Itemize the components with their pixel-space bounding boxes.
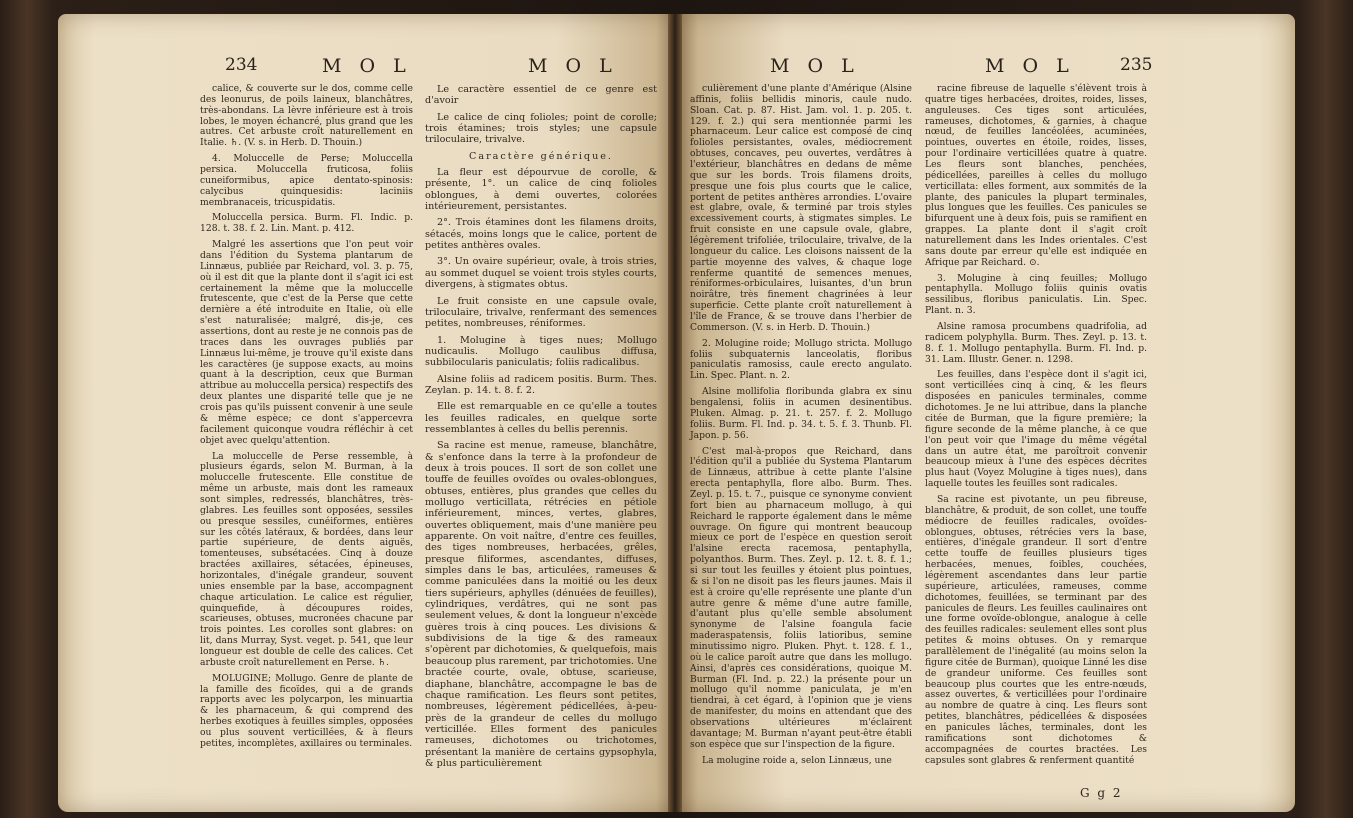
book-gutter [668,14,682,812]
left-running-head-2: M O L [528,55,618,77]
right-running-head-2: M O L [985,55,1075,77]
paragraph: Le calice de cinq folioles; point de corolle; trois étamines; trois styles; une capsule triloculaire, trivalve. [425,111,657,146]
paragraph: racine fibreuse de laquelle s'élèvent trois à quatre tiges herbacées, droites, roides, lisses, anguleuses. Ces tiges sont articulées, rameuses, dichotomes, & garnies, à chaque nœud, de feuilles lancéolées, acuminées, pointues, ouvertes en étoile, roides, lisses, pour l'ordinaire verticillées quatre à quatre. Les fleurs sont blanches, penchées, pédicellées, pareilles à celles du mollugo verticillata: elles forment, aux sommités de la plante, des panicules la plupart terminales, plus longues que les feuilles. Ces panicules se bifurquent une à deux fois, puis se ramifient en grappes. La plante dont il s'agit croît naturellement dans les Indes orientales. C'est sans doute par erreur qu'elle est indiquée en Afrique par Reichard. ⊙. [925,83,1147,268]
paragraph: 4. Moluccelle de Perse; Moluccella persica. Moluccella fruticosa, foliis cuneiformibus, apice dentato-spinosis: calycibus quinquesidis: laciniis membranaceis, tricuspidatis. [200,153,413,208]
paragraph: Elle est remarquable en ce qu'elle a toutes les feuilles radicales, en quelque sorte ressemblantes à celles du bellis perennis. [425,401,657,435]
paragraph: 2. Molugine roide; Mollugo stricta. Mollugo foliis subquaternis lanceolatis, floribus paniculatis ramosiss, caule erecto angulato. Lin. Spec. Plant. n. 2. [690,337,912,382]
paragraph: Alsine foliis ad radicem positis. Burm. Thes. Zeylan. p. 14. t. 8. f. 2. [425,373,657,396]
paragraph: La molugine roide a, selon Linnæus, une [702,754,892,766]
paragraph: Sa racine est menue, rameuse, blanchâtre, & s'enfonce dans la terre à la profondeur de deux à trois pouces. Il sort de son collet une touffe de feuilles ovoïdes ou ovales-oblongues, obtuses, entières, plus grandes que celles du mollugo verticillata, rétrécies en pétiole inférieurement, minces, vertes, glabres, ouvertes obliquement, mais d'une manière peu apparente. On voit naître, d'entre ces feuilles, des tiges nombreuses, herbacées, grêles, presque filiformes, ascendantes, diffuses, simples dans le bas, articulées, rameuses & comme paniculées dans la moitié ou les deux tiers supérieurs, aphylles (dénuées de feuilles), cylindriques, verdâtres, qui ne sont pas seulement velues, & dont la longueur n'excède guères trois à cinq pouces. Les divisions & subdivisions de la tige & des rameaux s'opèrent par dichotomies, & quelquefois, mais beaucoup plus rarement, par trichotomies. Une bractée courte, ovale, obtuse, scarieuse, diaphane, blanchâtre, accompagne le bas de chaque ramification. Les fleurs sont petites, nombreuses, légèrement pédicellées, à-peu-près de la grandeur de celles du mollugo verticillée. Elles forment des panicules rameuses, dichotomes ou trichotomes, présentant la manière de certains gypsophyla, & plus particulièrement [425,440,657,769]
paragraph: La moluccelle de Perse ressemble, à plusieurs égards, selon M. Burman, à la moluccelle frutescente. Elle constitue de même un arbuste, mais dont les rameaux sont simples, redressés, blanchâtres, très-glabres. Les feuilles sont opposées, sessiles ou presque sessiles, cunéiformes, entières sur les côtés latéraux, & bordées, dans leur partie supérieure, de dents aiguës, tomenteuses, subsétacées. Cinq à douze bractées axillaires, sétacées, épineuses, horizontales, d'inégale grandeur, souvent unies ensemble par la base, accompagnent chaque articulation. Le calice est régulier, quinquefide, à découpures roides, scarieuses, obtuses, mucronées chacune par trois pointes. Les corolles sont glabres: on lit, dans Murray, Syst. veget. p. 541, que leur longueur est double de celle des calices. Cet arbuste croît naturellement en Perse. ♄. [200,450,413,668]
left-page-number: 234 [225,55,258,75]
paragraph: Alsine mollifolia floribunda glabra ex sinu bengalensi, foliis in acumen desinentibus. Pluken. Almag. p. 21. t. 257. f. 2. Mollugo foliis. Burm. Fl. Ind. p. 34. t. 5. f. 3. Thunb. Fl. Japon. p. 56. [690,386,912,441]
right-column-1 [690,84,912,771]
paragraph: culièrement d'une plante d'Amérique (Alsine affinis, foliis bellidis minoris, caule nudo. Sloan. Cat. p. 87. Hist. Jam. vol. 1. p. 205. t. 129. f. 2.) qui sera mentionnée parmi les pharnaceum. Leur calice est composé de cinq folioles persistantes, ovales, médiocrement obtuses, concaves, peu ouvertes, verdâtres à l'extérieur, blanchâtres en dedans de même que sur les bords. Trois filamens droits, presque une fois plus courts que le calice, portent de petites anthères arrondies. L'ovaire est glabre, ovale, & terminé par trois styles excessivement courts, à stigmates simples. Le fruit consiste en une capsule ovale, glabre, légèrement trifoliée, triloculaire, trivalve, de la longueur du calice. Les cloisons naissent de la partie moyenne des valves, & chaque loge renferme quantité de semences menues, réniformes-orbiculaires, luisantes, d'un brun noirâtre, très finement chagrinées à leur superficie. Cette plante croît naturellement à l'île de France, & se trouve dans l'herbier de Commerson. (V. s. in Herb. D. Thouin.) [690,83,912,333]
paragraph: Malgré les assertions que l'on peut voir dans l'édition du Systema plantarum de Linnæus, publiée par Reichard, vol. 3. p. 75, où il est dit que la plante dont il s'agit ici est certainement la même que la moluccelle frutescente, que c'est de la Perse que cette dernière a été introduite en Italie, où elle s'est naturalisée; malgré, dis-je, ces assertions, dont au reste je ne connois pas de traces dans les ouvrages publiés par Linnæus lui-même, je trouve qu'il existe dans les caractères (je suppose exacts, au moins quant à la description, ceux que Burman attribue au moluccella persica) respectifs des deux plantes une disparité telle que je ne crois pas qu'ils puissent convenir à une seule & même espèce; ce dont s'appercevra facilement quiconque voudra réfléchir à cet objet avec quelqu'attention. [200,239,413,446]
paragraph: 2°. Trois étamines dont les filamens droits, sétacés, moins longs que le calice, portent de petites anthères ovales. [425,217,657,252]
paragraph: C'est mal-à-propos que Reichard, dans l'édition qu'il a publiée du Systema Plantarum de Linnæus, attribue à cette plante l'alsine erecta pentaphylla, flore albo. Burm. Thes. Zeyl. p. 15. t. 7., puisque ce synonyme convient fort bien au pharnaceum mollugo, à qui Reichard le rapporte également dans le même ouvrage. On figure qui montrent beaucoup mieux ce port de l'espèce en question seroit l'alsine erecta racemosa, pentaphylla, polyanthos. Burm. Thes. Zeyl. p. 12. t. 8. f. 1.; si sur tout les feuilles y étoient plus pointues, & si l'on ne disoit pas les fleurs jaunes. Mais il est à croire qu'elle représente une plante d'un autre genre & même d'une autre famille, d'autant plus qu'elle semble absolument synonyme de l'alsine foangula facie maderaspatensis, foliis latioribus, semine minutissimo nigro. Pluken. Phyt. t. 128. f. 1., où le calice paroît autre que dans les mollugo. Ainsi, d'après ces considérations, quoique M. Burman (Fl. Ind. p. 22.) la présente pour un mollugo qu'il nomme paniculata, je m'en tiendrai, à cet égard, à l'opinion que je viens de manifester, du moins en attendant que des observations ultérieures m'éclairent davantage; M. Burman n'ayant peut-être établi son espèce que sur l'inspection de la figure. [690,445,912,750]
left-column-2 [425,84,657,774]
paragraph: 1. Molugine à tiges nues; Mollugo nudicaulis. Mollugo caulibus diffusa, subbilocularis paniculatis; foliis radicalibus. [425,334,657,369]
paragraph: 3. Molugine à cinq feuilles; Mollugo pentaphylla. Mollugo foliis quinis ovatis sessilibus, floribus paniculatis. Lin. Spec. Plant. n. 3. [925,272,1147,317]
paragraph: calice, & couverte sur le dos, comme celle des leonurus, de poils laineux, blanchâtres, très-abondans. La lèvre inférieure est à trois lobes, le moyen échancré, plus grand que les autres. Cet arbuste croît naturellement en Italie. ♄. (V. s. in Herb. D. Thouin.) [200,83,413,149]
paragraph: Moluccella persica. Burm. Fl. Indic. p. 128. t. 38. f. 2. Lin. Mant. p. 412. [200,212,413,235]
paragraph: 3°. Un ovaire supérieur, ovale, à trois stries, au sommet duquel se voient trois styles courts, divergens, à stigmates obtus. [425,256,657,291]
paragraph: Le fruit consiste en une capsule ovale, triloculaire, trivalve, renfermant des semences petites, nombreuses, réniformes. [425,295,657,330]
left-running-head-1: M O L [322,55,412,77]
paragraph: Sa racine est pivotante, un peu fibreuse, blanchâtre, & produit, de son collet, une touffe médiocre de feuilles radicales, ovoïdes-oblongues, obtuses, rétrécies vers la base, entières, d'inégale grandeur. Il sort d'entre cette touffe de feuilles plusieurs tiges herbacées, menues, foibles, couchées, légèrement ascendantes dans leur partie supérieure, articulées, rameuses, comme dichotomes, feuillées, se terminant par des panicules de fleurs. Les feuilles caulinaires ont une forme ovoïde-oblongue, analogue à celle des feuilles radicales: seulement elles sont plus petites & moins obtuses. On y remarque parallèlement de l'inégalité (au moins selon la figure citée de Burman), quoique Linné les dise de grandeur uniforme. Ces feuilles sont beaucoup plus courtes que les entre-nœuds, assez ouvertes, & verticillées pour l'ordinaire au nombre de quatre à cinq. Les fleurs sont petites, blanchâtres, pédicellées & disposées en panicules lâches, terminales, dont les ramifications sont dichotomes & accompagnées de courtes bractées. Les capsules sont glabres & renferment quantité [925,493,1147,766]
paragraph: Alsine ramosa procumbens quadrifolia, ad radicem polyphylla. Burm. Thes. Zeyl. p. 13. t. 8. f. 1. Mollugo pentaphylla. Burm. Fl. Ind. p. 31. Lam. Illustr. Gener. n. 1298. [925,321,1147,365]
paragraph: MOLUGINE; Mollugo. Genre de plante de la famille des ficoïdes, qui a de grands rapports avec les polycarpon, les minuartia & les pharnaceum, & qui comprend des herbes exotiques à feuilles simples, opposées ou plus souvent verticillées, & à fleurs petites, incomplètes, axillaires ou terminales. [200,672,413,749]
paragraph: La fleur est dépourvue de corolle, & présente, 1°. un calice de cinq folioles oblongues, à demi ouvertes, colorées intérieurement, persistantes. [425,167,657,213]
signature-mark: G g 2 [1080,786,1123,800]
paragraph: Les feuilles, dans l'espèce dont il s'agit ici, sont verticillées cinq à cinq, & les fleurs disposées en panicules terminales, comme dichotomes. Je ne lui attribue, dans la planche citée de Burman, que la figure première; la figure seconde de la même planche, à ce que l'on peut voir que l'image du même végétal dans un autre état, me paroîtroit convenir beaucoup mieux à l'une des espèces décrites plus haut (Voyez Molugine à tiges nues), dans laquelle toutes les feuilles sont radicales. [925,369,1147,490]
right-column-2 [925,84,1147,771]
right-running-head-1: M O L [770,55,860,77]
right-page-number: 235 [1120,55,1153,75]
left-column-1 [200,84,413,755]
paragraph: Caractère générique. [469,150,613,162]
paragraph: Le caractère essentiel de ce genre est d'avoir [425,84,657,107]
